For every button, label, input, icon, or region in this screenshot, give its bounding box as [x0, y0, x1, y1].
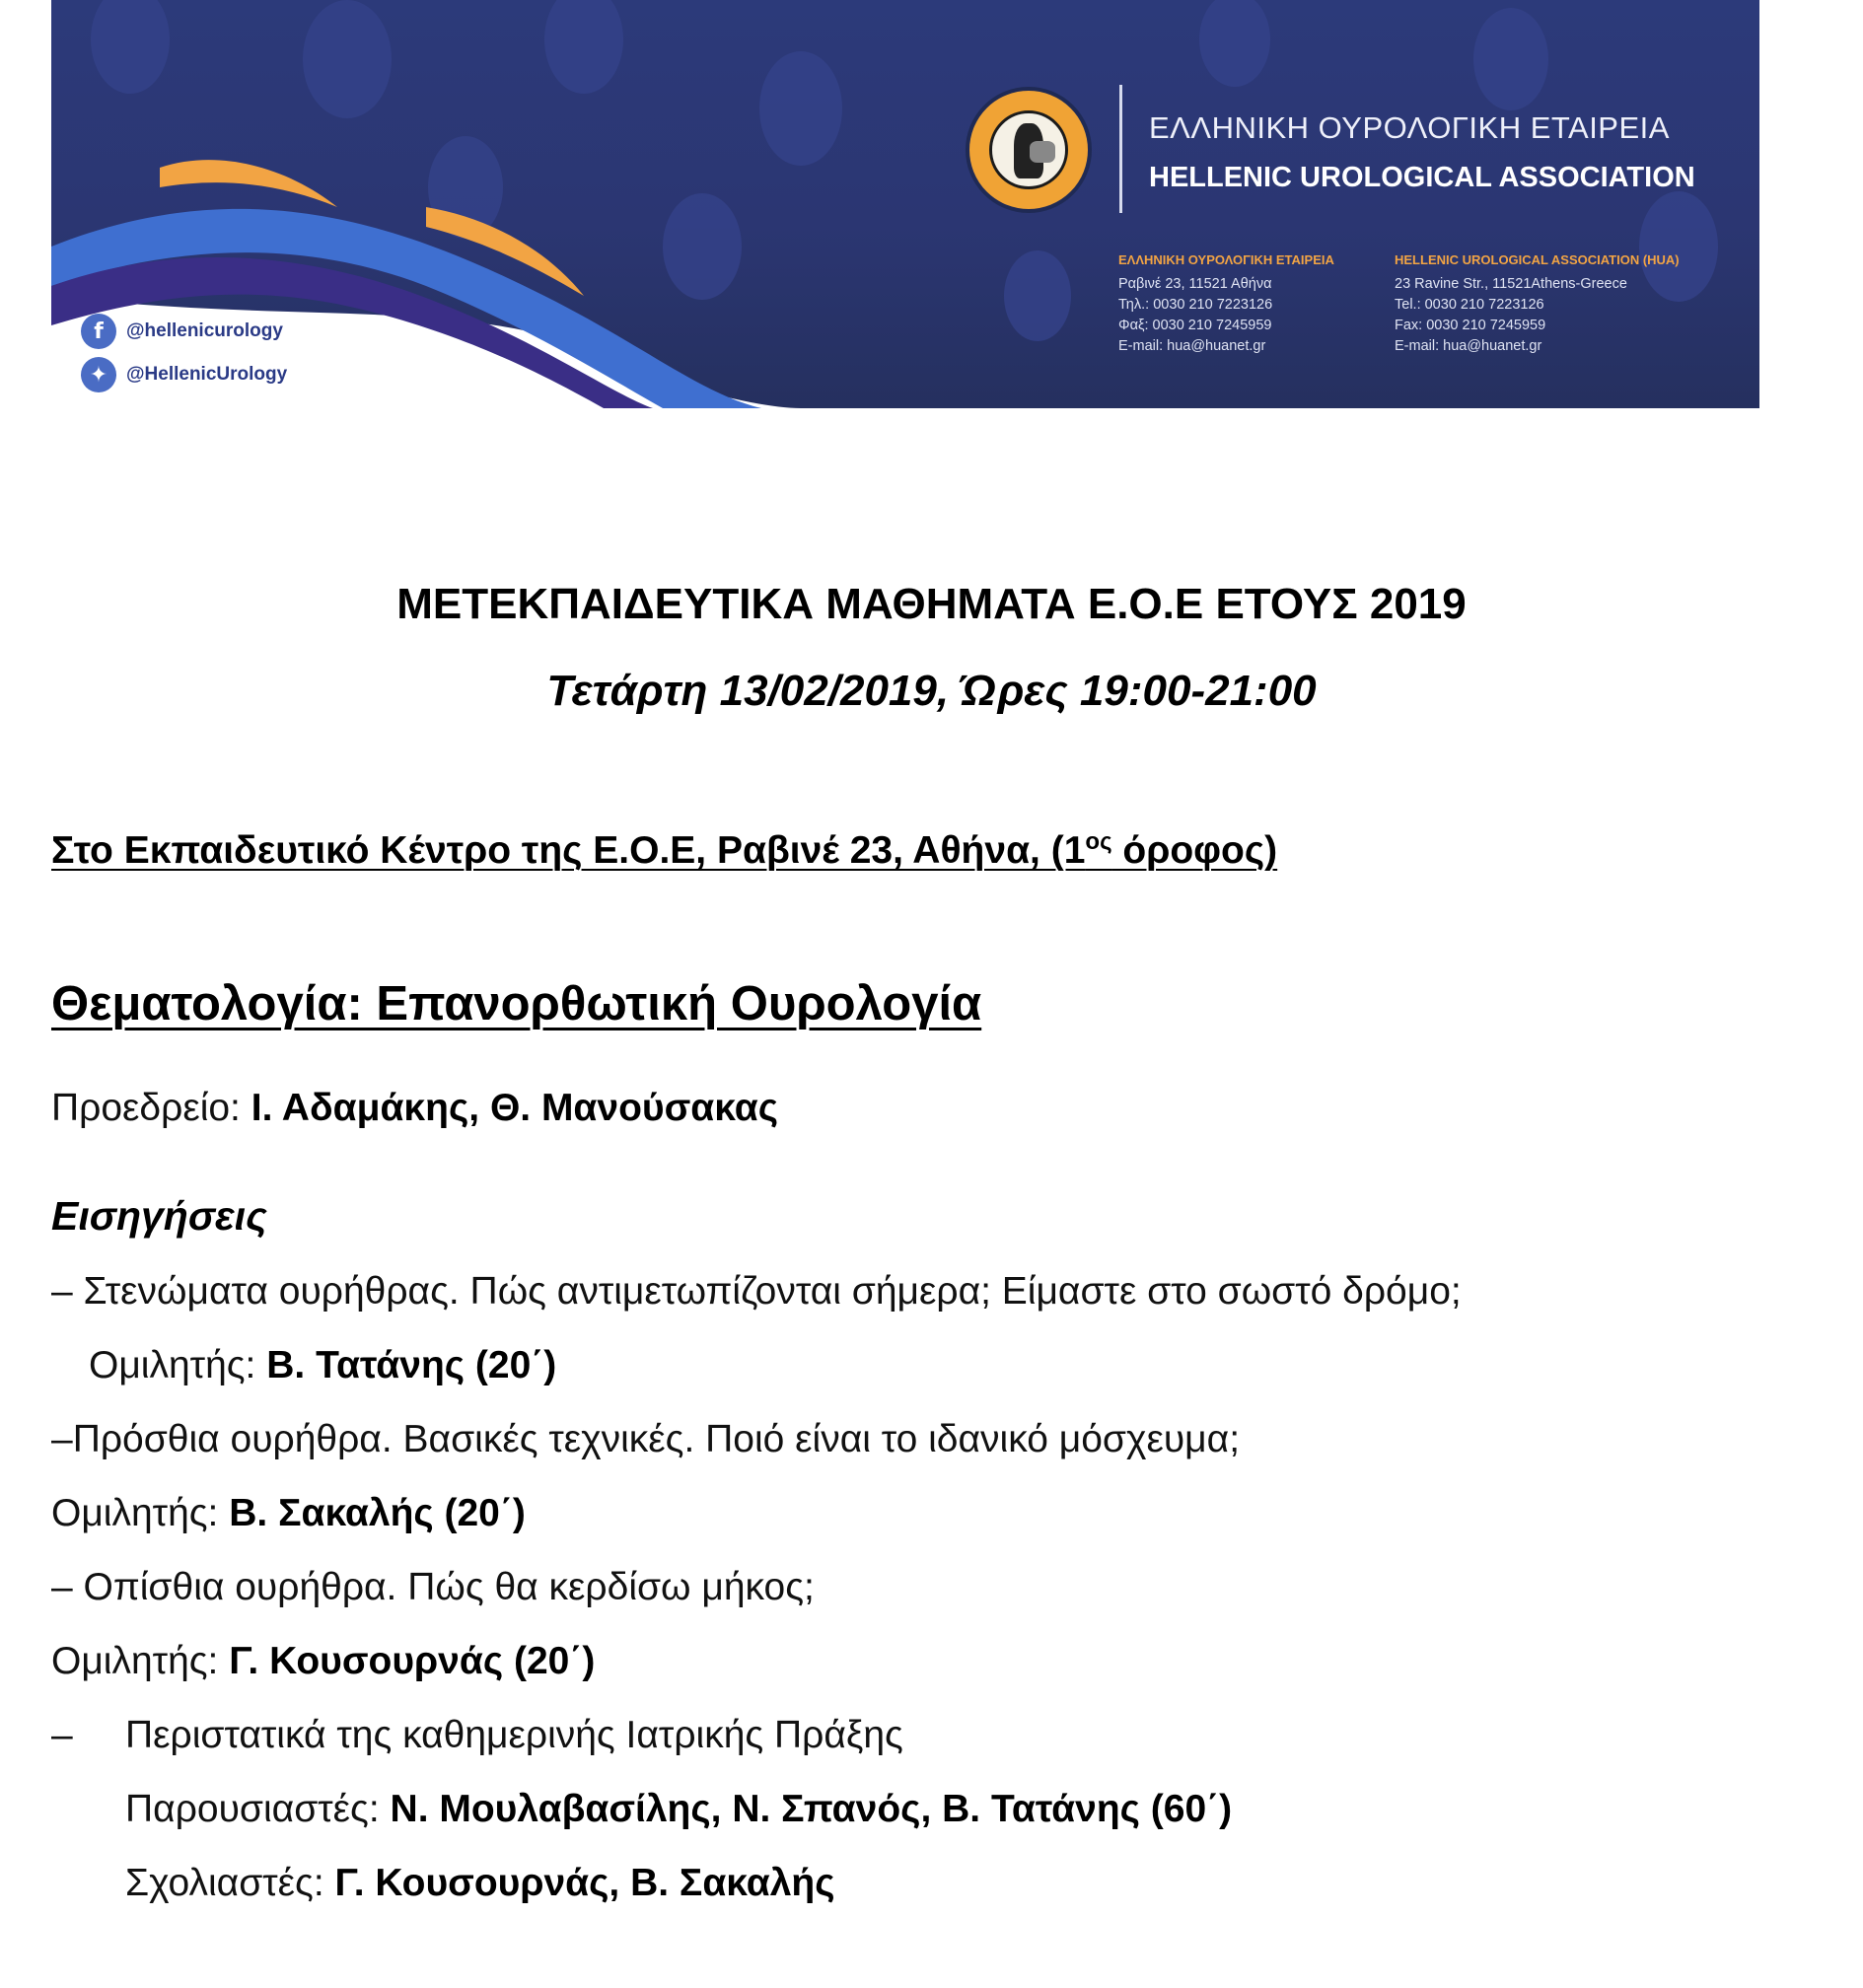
location-text-end: όροφος) [1111, 829, 1278, 872]
cases-commentators-line [125, 1862, 835, 1905]
twitter-icon: ✦ [81, 357, 116, 392]
contact-heading: HELLENIC UROLOGICAL ASSOCIATION (HUA) [1395, 252, 1680, 267]
presidium-names: Ι. Αδαμάκης, Θ. Μανούσακας [251, 1087, 778, 1129]
presenters-label: Παρουσιαστές: [125, 1788, 391, 1830]
commentators-names: Γ. Κουσουρνάς, Β. Σακαλής [334, 1862, 835, 1904]
facebook-icon: f [81, 314, 116, 349]
contact-fax: Φαξ: 0030 210 7245959 [1118, 318, 1272, 333]
twitter-handle[interactable] [81, 357, 287, 392]
speaker-label: Ομιλητής: [51, 1492, 230, 1534]
contact-address: Ραβινέ 23, 11521 Αθήνα [1118, 276, 1272, 292]
presentations-heading: Εισηγήσεις [51, 1193, 267, 1239]
speaker-name: Β. Τατάνης (20΄) [266, 1344, 557, 1386]
presentation-topic: –Πρόσθια ουρήθρα. Βασικές τεχνικές. Ποιό είναι το ιδανικό μόσχευμα; [51, 1418, 1241, 1460]
speaker-label: Ομιλητής: [89, 1344, 267, 1386]
contact-email[interactable]: E-mail: hua@huanet.gr [1395, 338, 1542, 354]
presentation-speaker-line [51, 1492, 526, 1535]
contact-phone: Τηλ.: 0030 210 7223126 [1118, 297, 1273, 313]
cases-dash: – [51, 1714, 73, 1756]
seal-emblem [989, 110, 1068, 189]
contact-fax: Fax: 0030 210 7245959 [1395, 318, 1546, 333]
presentation-speaker-line [89, 1344, 556, 1387]
org-name-english: HELLENIC UROLOGICAL ASSOCIATION [1149, 162, 1695, 193]
presentation-speaker-line [51, 1640, 595, 1683]
cases-topic: Περιστατικά της καθημερινής Ιατρικής Πράξης [125, 1714, 903, 1756]
org-name-greek: ΕΛΛΗΝΙΚΗ ΟΥΡΟΛΟΓΙΚΗ ΕΤΑΙΡΕΙΑ [1149, 110, 1670, 145]
theme-heading: Θεματολογία: Επανορθωτική Ουρολογία [51, 977, 982, 1030]
facebook-handle-text: @hellenicurology [126, 320, 283, 341]
association-seal-logo [966, 87, 1092, 213]
event-location [51, 828, 1277, 873]
speaker-name: Γ. Κουσουρνάς (20΄) [229, 1640, 596, 1682]
contact-block-english [1395, 249, 1680, 357]
speaker-label: Ομιλητής: [51, 1640, 230, 1682]
contact-phone: Tel.: 0030 210 7223126 [1395, 297, 1544, 313]
document-title: ΜΕΤΕΚΠΑΙΔΕΥΤΙΚΑ ΜΑΘΗΜΑΤΑ Ε.Ο.Ε ΕΤΟΥΣ 2019 [396, 580, 1467, 628]
banner-divider [1119, 85, 1122, 213]
location-superscript: ος [1085, 828, 1112, 855]
presidium-label: Προεδρείο: [51, 1087, 251, 1129]
cases-presenters-line [125, 1788, 1232, 1831]
contact-address: 23 Ravine Str., 11521Athens-Greece [1395, 276, 1627, 292]
contact-email[interactable]: E-mail: hua@huanet.gr [1118, 338, 1266, 354]
contact-heading: ΕΛΛΗΝΙΚΗ ΟΥΡΟΛΟΓΙΚΗ ΕΤΑΙΡΕΙΑ [1118, 252, 1334, 267]
location-text: Στο Εκπαιδευτικό Κέντρο της Ε.Ο.Ε, Ραβινέ 23, Αθήνα, (1 [51, 829, 1086, 872]
facebook-handle[interactable] [81, 314, 283, 349]
presidium-line [51, 1087, 778, 1130]
contact-block-greek [1118, 249, 1334, 357]
presentation-topic: – Στενώματα ουρήθρας. Πώς αντιμετωπίζονται σήμερα; Είμαστε στο σωστό δρόμο; [51, 1270, 1462, 1313]
twitter-handle-text: @HellenicUrology [126, 364, 288, 385]
speaker-name: Β. Σακαλής (20΄) [229, 1492, 526, 1534]
header-banner [51, 0, 1759, 408]
presentation-topic: – Οπίσθια ουρήθρα. Πώς θα κερδίσω μήκος; [51, 1566, 815, 1608]
event-date-time: Τετάρτη 13/02/2019, Ώρες 19:00-21:00 [546, 667, 1317, 715]
presenters-names: Ν. Μουλαβασίλης, Ν. Σπανός, Β. Τατάνης (60΄) [390, 1788, 1233, 1830]
commentators-label: Σχολιαστές: [125, 1862, 335, 1904]
